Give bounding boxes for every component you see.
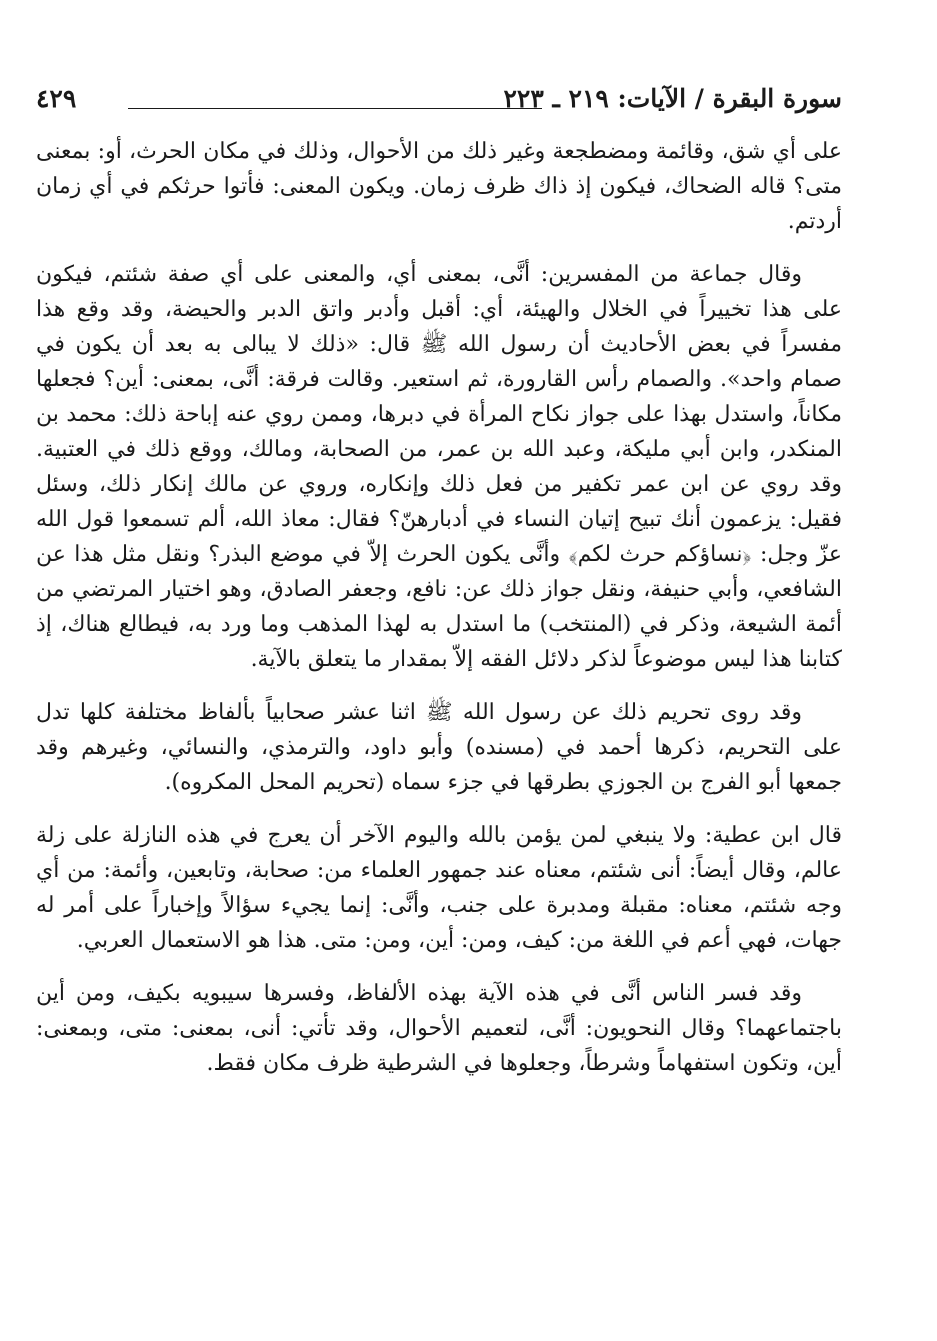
page-number: ٤٢٩: [36, 84, 77, 113]
paragraph-1: على أي شق، وقائمة ومضطجعة وغير ذلك من الأحوال، وذلك في مكان الحرث، أو: بمعنى متى؟ قاله الضحاك، فيكون إذ ذاك ظرف زمان. ويكون المعنى: فأتوا حرثكم في أي زمان أردتم.: [36, 139, 842, 234]
paragraph-3: وقد روى تحريم ذلك عن رسول الله ﷺ اثنا عشر صحابياً بألفاظ مختلفة كلها تدل على التحريم، ذكرها أحمد في (مسنده) وأبو داود، والترمذي، والنسائي، وغيرهم وقد جمعها أبو الفرج بن الجوزي بطرقها في جزء سماه (تحريم المحل المكروه).: [36, 700, 842, 795]
paragraph-5: وقد فسر الناس أنَّى في هذه الآية بهذه الألفاظ، وفسرها سيبويه بكيف، ومن أين باجتماعهما؟ وقال النحويون: أنَّى، لتعميم الأحوال، وقد تأتي: أنى، بمعنى: متى، وبمعنى: أين، وتكون استفهاماً وشرطاً، وجعلوها في الشرطية ظرف مكان فقط.: [36, 981, 842, 1076]
paragraph-2: وقال جماعة من المفسرين: أنَّى، بمعنى أي، والمعنى على أي صفة شئتم، فيكون على هذا تخييراً في الخلال والهيئة، أي: أقبل وأدبر واتق الدبر والحيضة، وقد وقع هذا مفسراً في بعض الأحاديث أن رسول الله ﷺ قال: «ذلك لا يبالى به بعد أن يكون في صمام واحد». والصمام رأس القارورة، ثم استعير. وقالت فرقة: أنَّى، بمعنى: أين؟ فجعلها مكاناً، واستدل بهذا على جواز نكاح المرأة في دبرها، وممن روي عنه إباحة ذلك: محمد بن المنكدر، وابن أبي مليكة، وعبد الله بن عمر، من الصحابة، ومالك، ووقع ذلك في العتبية. وقد روي عن ابن عمر تكفير من فعل ذلك وإنكاره، وروي عن مالك إنكار ذلك، وسئل فقيل: يزعمون أنك تبيح إتيان النساء في أدبارهنّ؟ فقال: معاذ الله، ألم تسمعوا قول الله عزّ وجل: ﴿نساؤكم حرث لكم﴾ وأنَّى يكون الحرث إلاّ في موضع البذر؟ ونقل مثل هذا عن الشافعي، وأبي حنيفة، ونقل جواز ذلك عن: نافع، وجعفر الصادق، وهو اختيار المرتضي من أئمة الشيعة، وذكر في (المنتخب) ما استدل به لهذا المذهب وما ورد به، فيطالع هناك، إذ كتابنا هذا ليس موضوعاً لذكر دلائل الفقه إلاّ بمقدار ما يتعلق بالآية.: [36, 262, 842, 672]
page-header: [36, 82, 842, 118]
paragraph-4: قال ابن عطية: ولا ينبغي لمن يؤمن بالله واليوم الآخر أن يعرج في هذه النازلة على زلة عالم، وقال أيضاً: أنى شئتم، معناه عند جمهور العلماء من: صحابة، وتابعين، وأئمة: من أي وجه شئتم، معناه: مقبلة ومدبرة على جنب، وأنَّى: إنما يجيء سؤالاً وإخباراً على أمر له جهات، فهي أعم في اللغة من: كيف، ومن: أين، ومن: متى. هذا هو الاستعمال العربي.: [36, 823, 842, 953]
header-rule: [128, 108, 542, 109]
running-title: سورة البقرة / الآيات: ٢١٩ ـ ٢٢٣: [503, 84, 842, 113]
page-body: [36, 134, 842, 1099]
